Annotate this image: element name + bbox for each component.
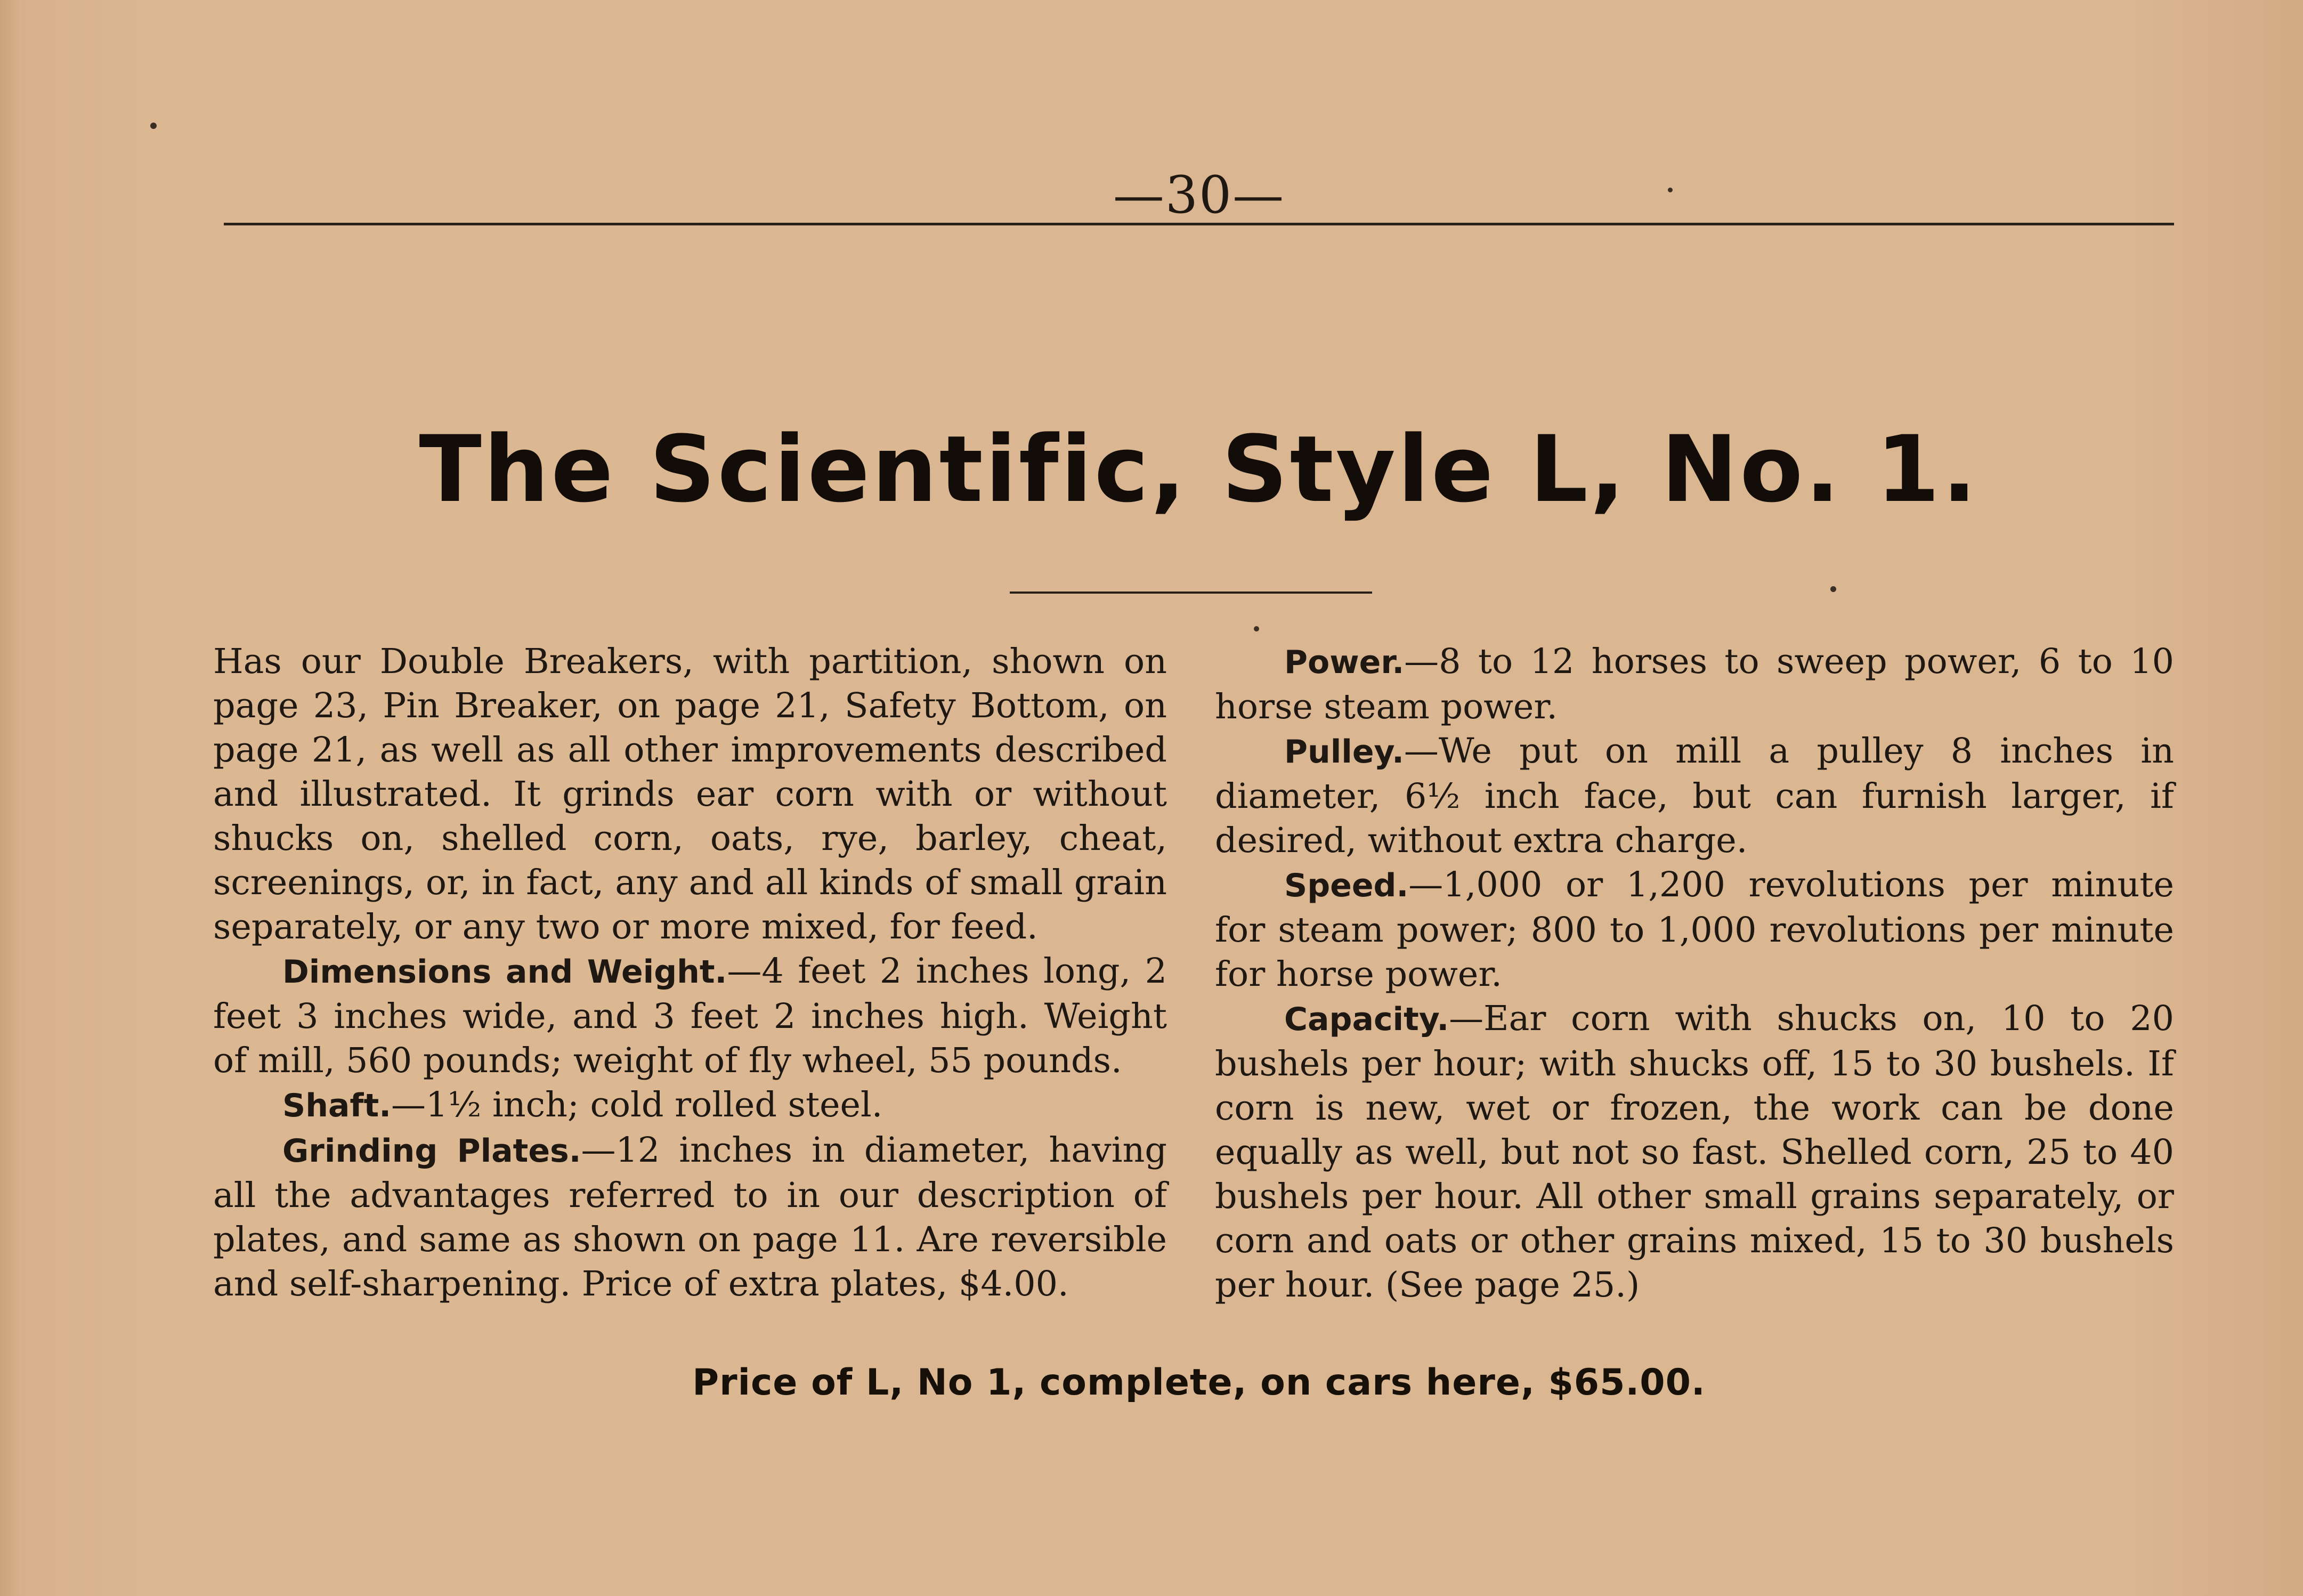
spec-heading: Grinding Plates. bbox=[282, 1132, 581, 1170]
spec-text: —1,000 or 1,200 revolutions per minute for steam power; 800 to 1,000 revolutions per minute for horse power. bbox=[1215, 865, 2174, 994]
page-title: The Scientific, Style L, No. 1. bbox=[419, 416, 1979, 523]
paper-speck bbox=[1830, 586, 1836, 592]
spec-text: —8 to 12 horses to sweep power, 6 to 10 horse steam power. bbox=[1215, 642, 2174, 727]
header-rule bbox=[224, 223, 2174, 225]
spec-text: —1½ inch; cold rolled steel. bbox=[391, 1085, 883, 1125]
spec-pulley bbox=[1215, 729, 2174, 863]
spec-power bbox=[1215, 639, 2174, 729]
price-line: Price of L, No 1, complete, on cars here, $65.00. bbox=[692, 1362, 1706, 1404]
spec-dimensions-weight bbox=[213, 949, 1167, 1083]
spec-text: —12 inches in diameter, having all the advantages referred to in our description of plates, and same as shown on page 11. Are reversible and self-sharpening. Price of extra plates, $4.00. bbox=[213, 1130, 1167, 1304]
spec-capacity bbox=[1215, 997, 2174, 1307]
intro-paragraph: Has our Double Breakers, with partition, shown on page 23, Pin Breaker, on page 21, Safety Bottom, on page 21, as well as all other improvements described and illustrated. It grinds ear corn with or without shucks on, shelled corn, oats, rye, barley, cheat, screenings, or, in fact, any and all kinds of small grain separately, or any two or more mixed, for feed. bbox=[213, 642, 1167, 947]
page-number: —30— bbox=[1113, 165, 1285, 225]
spec-heading: Speed. bbox=[1284, 867, 1409, 904]
spec-text: —Ear corn with shucks on, 10 to 20 bushels per hour; with shucks off, 15 to 30 bushels. If corn is new, wet or frozen, the work can be done equally as well, but not so fast. Shelled corn, 25 to 40 bushels per hour. All other small grains separately, or corn and oats or other grains mixed, 15 to 30 bushels per hour. (See page 25.) bbox=[1215, 999, 2174, 1305]
spec-heading: Shaft. bbox=[282, 1087, 391, 1124]
spec-text: —4 feet 2 inches long, 2 feet 3 inches wide, and 3 feet 2 inches high. Weight of mill, 560 pounds; weight of fly wheel, 55 pounds. bbox=[213, 951, 1167, 1081]
spec-text: —We put on mill a pulley 8 inches in diameter, 6½ inch face, but can furnish larger, if desired, without extra charge. bbox=[1215, 731, 2174, 861]
spec-grinding-plates bbox=[213, 1128, 1167, 1306]
right-column bbox=[1215, 639, 2174, 1307]
spec-heading: Dimensions and Weight. bbox=[282, 953, 727, 991]
paper-speck bbox=[1668, 188, 1673, 192]
spec-heading: Power. bbox=[1284, 644, 1405, 681]
left-column bbox=[213, 639, 1167, 1306]
paper-speck bbox=[1254, 626, 1259, 631]
spec-speed bbox=[1215, 863, 2174, 997]
paper-speck bbox=[150, 123, 157, 129]
spec-heading: Capacity. bbox=[1284, 1001, 1449, 1038]
spec-heading: Pulley. bbox=[1284, 733, 1404, 771]
spec-shaft bbox=[213, 1083, 1167, 1128]
title-rule bbox=[1010, 592, 1372, 594]
